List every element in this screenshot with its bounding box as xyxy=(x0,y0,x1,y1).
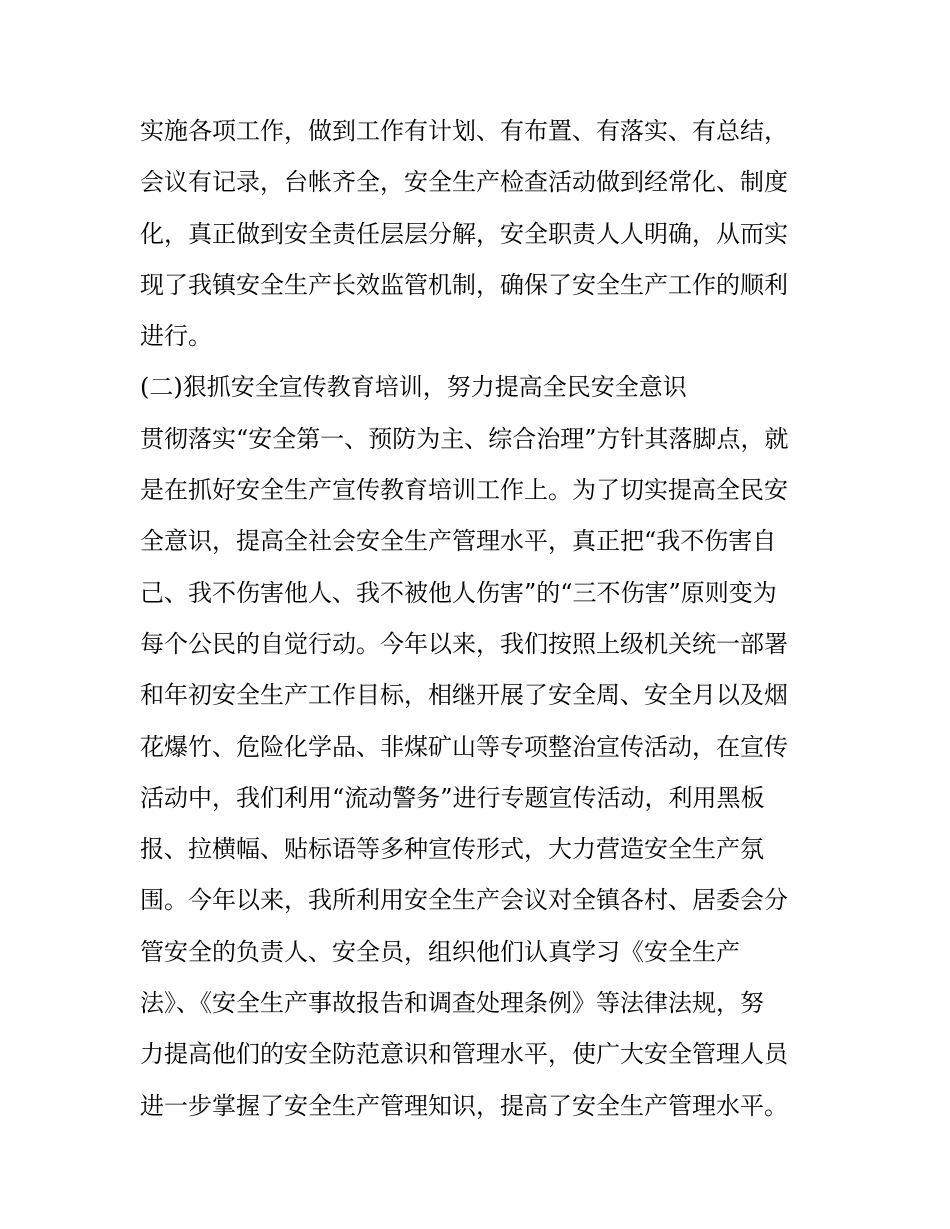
text-line: 化，真正做到安全责任层层分解，安全职责人人明确，从而实 xyxy=(140,219,788,248)
text-line: 和年初安全生产工作目标，相继开展了安全周、安全月以及烟 xyxy=(140,681,788,710)
text-line: 报、拉横幅、贴标语等多种宣传形式，大力营造安全生产氛 xyxy=(140,835,764,864)
text-line: 实施各项工作，做到工作有计划、有布置、有落实、有总结， xyxy=(140,117,788,145)
text-line: 力提高他们的安全防范意识和管理水平，使广大安全管理人员 xyxy=(140,1040,788,1069)
text-line: 是在抓好安全生产宣传教育培训工作上。为了切实提高全民安 xyxy=(140,476,788,505)
text-line: 围。今年以来，我所利用安全生产会议对全镇各村、居委会分 xyxy=(140,886,788,915)
text-line: 进一步掌握了安全生产管理知识，提高了安全生产管理水平。 xyxy=(140,1091,788,1120)
document-body xyxy=(140,106,820,1132)
text-line: 管安全的负责人、安全员，组织他们认真学习《安全生产 xyxy=(140,937,740,966)
text-line: 每个公民的自觉行动。今年以来，我们按照上级机关统一部署 xyxy=(140,629,788,658)
text-line: 活动中，我们利用“流动警务”进行专题宣传活动，利用黑板 xyxy=(140,783,765,812)
text-line: 法》、《安全生产事故报告和调查处理条例》等法律法规，努 xyxy=(140,989,764,1018)
text-line: 全意识，提高全社会安全生产管理水平，真正把“我不伤害自 xyxy=(140,527,777,556)
text-line: 花爆竹、危险化学品、非煤矿山等专项整治宣传活动，在宣传 xyxy=(140,732,788,761)
text-line: 现了我镇安全生产长效监管机制，确保了安全生产工作的顺利 xyxy=(140,270,788,299)
section-heading: (二)狠抓安全宣传教育培训，努力提高全民安全意识 xyxy=(140,373,687,402)
text-line: 进行。 xyxy=(140,322,212,351)
text-line: 己、我不伤害他人、我不被他人伤害”的“三不伤害”原则变为 xyxy=(140,578,777,607)
text-line: 会议有记录，台帐齐全，安全生产检查活动做到经常化、制度 xyxy=(140,168,788,197)
text-line: 贯彻落实“安全第一、预防为主、综合治理”方针其落脚点，就 xyxy=(140,424,789,453)
